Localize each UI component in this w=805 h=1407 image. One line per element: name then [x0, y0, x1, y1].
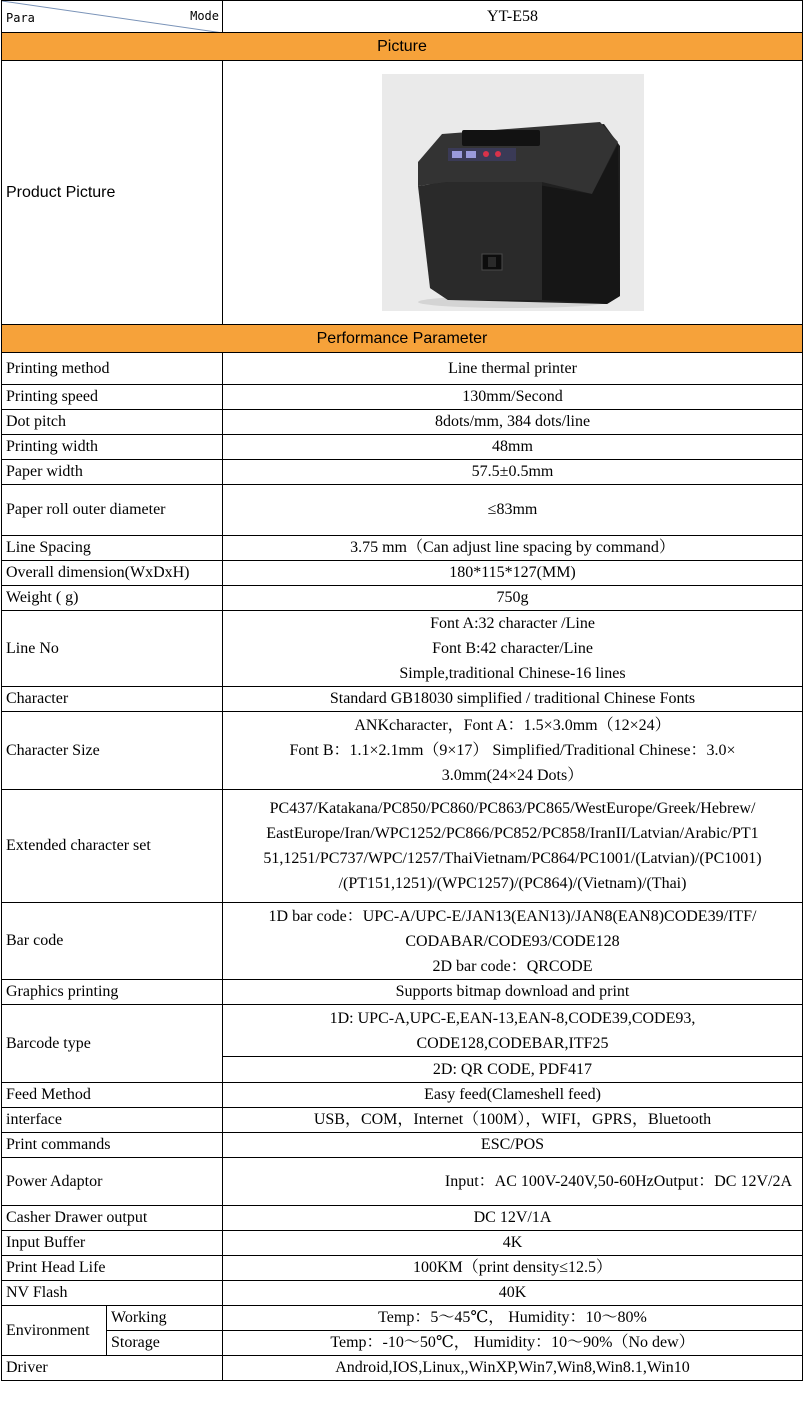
product-picture-cell	[223, 61, 803, 325]
feed-method-label: Feed Method	[2, 1083, 223, 1108]
bar-code-line: CODABAR/CODE93/CODE128	[405, 932, 620, 950]
overall-dimension-label: Overall dimension(WxDxH)	[2, 561, 223, 586]
bar-code-value	[223, 903, 803, 980]
character-size-line: ANKcharacter，Font A：1.5×3.0mm（12×24）	[354, 717, 671, 734]
overall-dimension-value: 180*115*127(MM)	[223, 561, 803, 586]
line-no-line: Simple,traditional Chinese-16 lines	[399, 665, 626, 682]
bar-code-line: 1D bar code：UPC-A/UPC-E/JAN13(EAN13)/JAN8(EAN8)CODE39/ITF/	[268, 907, 757, 925]
environment-working-label: Working	[107, 1306, 223, 1331]
line-no-label: Line No	[2, 611, 223, 687]
graphics-printing-value: Supports bitmap download and print	[223, 980, 803, 1005]
line-no-value	[223, 611, 803, 687]
nv-flash-label: NV Flash	[2, 1281, 223, 1306]
paper-roll-label: Paper roll outer diameter	[2, 485, 223, 536]
section-performance-header: Performance Parameter	[2, 325, 803, 353]
paper-roll-value: ≤83mm	[223, 485, 803, 536]
extended-charset-line: 51,1251/PC737/WPC/1257/ThaiVietnam/PC864/PC1001/(Latvian)/(PC1001)	[263, 850, 762, 867]
weight-label: Weight ( g)	[2, 586, 223, 611]
driver-value: Android,IOS,Linux,,WinXP,Win7,Win8,Win8.1,Win10	[223, 1356, 803, 1381]
barcode-type-2d-value: 2D: QR CODE, PDF417	[223, 1057, 803, 1083]
extended-charset-line: EastEurope/Iran/WPC1252/PC866/PC852/PC858/IranII/Latvian/Arabic/PT1	[266, 825, 759, 842]
character-value: Standard GB18030 simplified / traditional Chinese Fonts	[223, 687, 803, 712]
barcode-type-1d-line: CODE128,CODEBAR,ITF25	[416, 1034, 609, 1052]
extended-charset-line: /(PT151,1251)/(WPC1257)/(PC864)/(Vietnam)/(Thai)	[338, 875, 687, 892]
environment-storage-value: Temp：-10～50℃， Humidity：10～90%（No dew）	[223, 1331, 803, 1356]
environment-storage-label: Storage	[107, 1331, 223, 1356]
character-size-line: Font B：1.1×2.1mm（9×17） Simplified/Traditional Chinese：3.0×	[289, 742, 736, 759]
interface-label: interface	[2, 1108, 223, 1133]
character-size-line: 3.0mm(24×24 Dots）	[441, 767, 584, 784]
feed-method-value: Easy feed(Clameshell feed)	[223, 1083, 803, 1108]
casher-drawer-value: DC 12V/1A	[223, 1206, 803, 1231]
barcode-type-1d-line: 1D: UPC-A,UPC-E,EAN-13,EAN-8,CODE39,CODE93,	[329, 1009, 696, 1027]
power-adaptor-value: Input：AC 100V-240V,50-60HzOutput：DC 12V/2A	[223, 1158, 803, 1206]
line-no-line: Font B:42 character/Line	[432, 640, 593, 657]
line-no-line: Font A:32 character /Line	[430, 615, 595, 632]
printing-speed-value: 130mm/Second	[223, 385, 803, 410]
barcode-type-label: Barcode type	[2, 1005, 223, 1083]
print-commands-value: ESC/POS	[223, 1133, 803, 1158]
mode-label: Mode	[190, 9, 219, 23]
graphics-printing-label: Graphics printing	[2, 980, 223, 1005]
line-spacing-value: 3.75 mm（Can adjust line spacing by command）	[223, 536, 803, 561]
para-label: Para	[6, 11, 35, 25]
power-adaptor-label: Power Adaptor	[2, 1158, 223, 1206]
character-size-value	[223, 712, 803, 790]
bar-code-line: 2D bar code：QRCODE	[432, 957, 593, 975]
extended-charset-line: PC437/Katakana/PC850/PC860/PC863/PC865/WestEurope/Greek/Hebrew/	[269, 800, 756, 817]
extended-charset-label: Extended character set	[2, 790, 223, 903]
extended-charset-value	[223, 790, 803, 903]
spec-table	[1, 0, 803, 1381]
section-picture-header: Picture	[2, 33, 803, 61]
input-buffer-label: Input Buffer	[2, 1231, 223, 1256]
printer-product-image	[382, 74, 644, 311]
bar-code-label: Bar code	[2, 903, 223, 980]
line-spacing-label: Line Spacing	[2, 536, 223, 561]
casher-drawer-label: Casher Drawer output	[2, 1206, 223, 1231]
input-buffer-value: 4K	[223, 1231, 803, 1256]
dot-pitch-value: 8dots/mm, 384 dots/line	[223, 410, 803, 435]
nv-flash-value: 40K	[223, 1281, 803, 1306]
driver-label: Driver	[2, 1356, 223, 1381]
interface-value: USB，COM，Internet（100M），WIFI，GPRS，Bluetooth	[223, 1108, 803, 1133]
character-size-label: Character Size	[2, 712, 223, 790]
environment-working-value: Temp：5～45℃， Humidity：10～80%	[223, 1306, 803, 1331]
product-picture-label: Product Picture	[2, 61, 223, 325]
printing-speed-label: Printing speed	[2, 385, 223, 410]
environment-label: Environment	[2, 1306, 107, 1356]
barcode-type-1d-value	[223, 1005, 803, 1057]
printing-method-label: Printing method	[2, 353, 223, 385]
paper-width-value: 57.5±0.5mm	[223, 460, 803, 485]
diagonal-header-cell	[2, 1, 223, 33]
character-label: Character	[2, 687, 223, 712]
weight-value: 750g	[223, 586, 803, 611]
print-head-life-label: Print Head Life	[2, 1256, 223, 1281]
paper-width-label: Paper width	[2, 460, 223, 485]
printing-width-value: 48mm	[223, 435, 803, 460]
print-commands-label: Print commands	[2, 1133, 223, 1158]
model-name: YT-E58	[223, 1, 803, 33]
printing-width-label: Printing width	[2, 435, 223, 460]
print-head-life-value: 100KM（print density≤12.5）	[223, 1256, 803, 1281]
dot-pitch-label: Dot pitch	[2, 410, 223, 435]
printing-method-value: Line thermal printer	[223, 353, 803, 385]
